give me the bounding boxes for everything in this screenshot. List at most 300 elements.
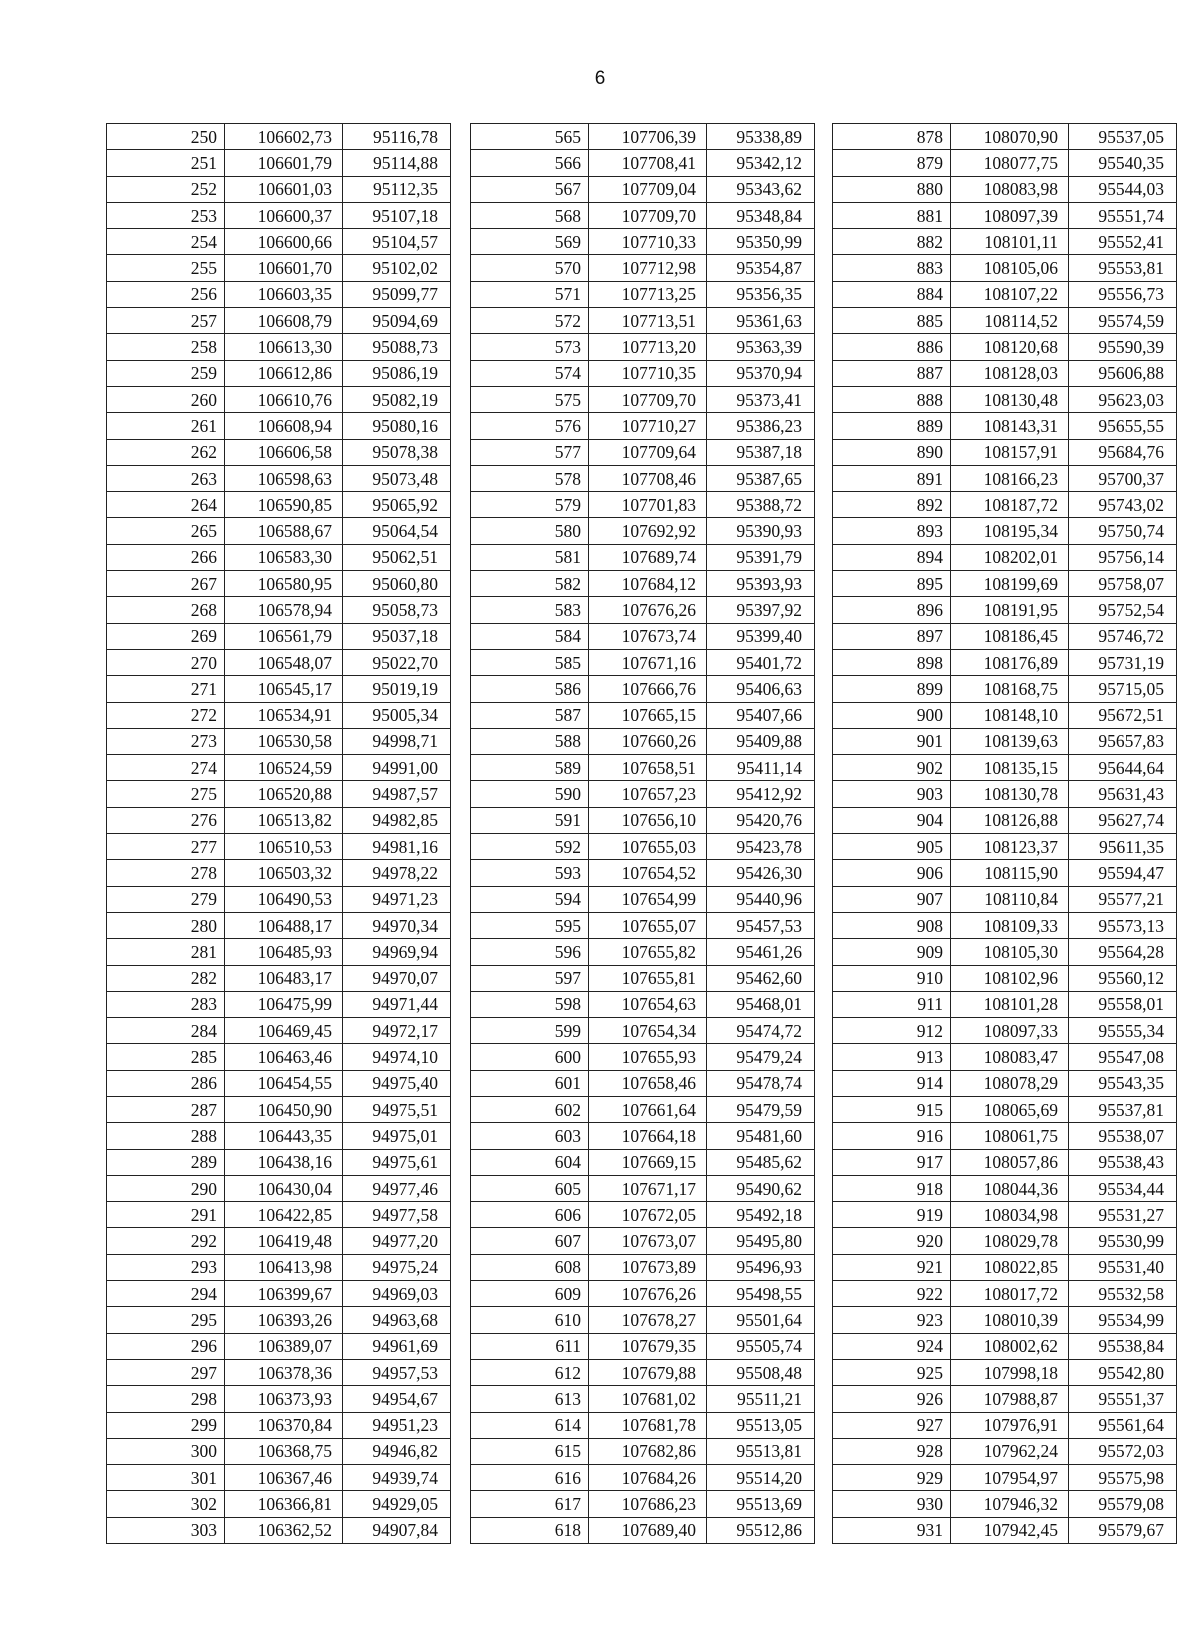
point-number-cell: 924 — [833, 1333, 951, 1359]
y-coordinate-cell: 95387,18 — [707, 439, 815, 465]
y-coordinate-cell: 95513,81 — [707, 1438, 815, 1464]
y-coordinate-cell: 95552,41 — [1069, 229, 1177, 255]
x-coordinate-cell: 107954,97 — [951, 1465, 1069, 1491]
y-coordinate-cell: 95501,64 — [707, 1307, 815, 1333]
point-number-cell: 252 — [107, 176, 225, 202]
table-row — [833, 1202, 1177, 1228]
x-coordinate-cell: 108115,90 — [951, 860, 1069, 886]
point-number-cell: 281 — [107, 939, 225, 965]
table-row — [107, 360, 451, 386]
table-row — [471, 1175, 815, 1201]
x-coordinate-cell: 106373,93 — [225, 1386, 343, 1412]
y-coordinate-cell: 95073,48 — [343, 465, 451, 491]
y-coordinate-cell: 95481,60 — [707, 1123, 815, 1149]
x-coordinate-cell: 106606,58 — [225, 439, 343, 465]
point-number-cell: 261 — [107, 413, 225, 439]
point-number-cell: 587 — [471, 702, 589, 728]
y-coordinate-cell: 94977,58 — [343, 1202, 451, 1228]
table-row — [107, 1359, 451, 1385]
x-coordinate-cell: 108123,37 — [951, 834, 1069, 860]
x-coordinate-cell: 106438,16 — [225, 1149, 343, 1175]
table-row — [833, 308, 1177, 334]
x-coordinate-cell: 107976,91 — [951, 1412, 1069, 1438]
y-coordinate-cell: 95391,79 — [707, 544, 815, 570]
x-coordinate-cell: 108101,11 — [951, 229, 1069, 255]
y-coordinate-cell: 94991,00 — [343, 755, 451, 781]
x-coordinate-cell: 106368,75 — [225, 1438, 343, 1464]
x-coordinate-cell: 107681,02 — [589, 1386, 707, 1412]
table-row — [107, 255, 451, 281]
x-coordinate-cell: 106602,73 — [225, 124, 343, 150]
table-row — [833, 439, 1177, 465]
point-number-cell: 293 — [107, 1254, 225, 1280]
point-number-cell: 922 — [833, 1281, 951, 1307]
x-coordinate-cell: 107654,63 — [589, 991, 707, 1017]
x-coordinate-cell: 106534,91 — [225, 702, 343, 728]
y-coordinate-cell: 95373,41 — [707, 386, 815, 412]
x-coordinate-cell: 107669,15 — [589, 1149, 707, 1175]
point-number-cell: 883 — [833, 255, 951, 281]
point-number-cell: 913 — [833, 1044, 951, 1070]
x-coordinate-cell: 107679,35 — [589, 1333, 707, 1359]
point-number-cell: 259 — [107, 360, 225, 386]
point-number-cell: 578 — [471, 465, 589, 491]
x-coordinate-cell: 106419,48 — [225, 1228, 343, 1254]
table-row — [471, 728, 815, 754]
y-coordinate-cell: 94971,44 — [343, 991, 451, 1017]
x-coordinate-cell: 108044,36 — [951, 1175, 1069, 1201]
x-coordinate-cell: 106608,79 — [225, 308, 343, 334]
table-row — [471, 571, 815, 597]
y-coordinate-cell: 95479,24 — [707, 1044, 815, 1070]
table-row — [471, 1018, 815, 1044]
point-number-cell: 889 — [833, 413, 951, 439]
table-row — [107, 544, 451, 570]
x-coordinate-cell: 108097,39 — [951, 202, 1069, 228]
table-row — [107, 124, 451, 150]
table-row — [107, 597, 451, 623]
y-coordinate-cell: 95356,35 — [707, 281, 815, 307]
table-row — [107, 1412, 451, 1438]
x-coordinate-cell: 106485,93 — [225, 939, 343, 965]
y-coordinate-cell: 95058,73 — [343, 597, 451, 623]
y-coordinate-cell: 95611,35 — [1069, 834, 1177, 860]
y-coordinate-cell: 94975,51 — [343, 1096, 451, 1122]
y-coordinate-cell: 95530,99 — [1069, 1228, 1177, 1254]
table-row — [471, 965, 815, 991]
x-coordinate-cell: 107689,74 — [589, 544, 707, 570]
x-coordinate-cell: 107654,52 — [589, 860, 707, 886]
y-coordinate-cell: 95112,35 — [343, 176, 451, 202]
x-coordinate-cell: 108029,78 — [951, 1228, 1069, 1254]
point-number-cell: 590 — [471, 781, 589, 807]
table-row — [471, 255, 815, 281]
x-coordinate-cell: 107709,70 — [589, 386, 707, 412]
point-number-cell: 254 — [107, 229, 225, 255]
point-number-cell: 904 — [833, 807, 951, 833]
table-row — [833, 1228, 1177, 1254]
y-coordinate-cell: 95387,65 — [707, 465, 815, 491]
point-number-cell: 895 — [833, 571, 951, 597]
x-coordinate-cell: 108101,28 — [951, 991, 1069, 1017]
y-coordinate-cell: 94929,05 — [343, 1491, 451, 1517]
x-coordinate-cell: 106588,67 — [225, 518, 343, 544]
y-coordinate-cell: 95492,18 — [707, 1202, 815, 1228]
point-number-cell: 614 — [471, 1412, 589, 1438]
y-coordinate-cell: 95099,77 — [343, 281, 451, 307]
x-coordinate-cell: 108061,75 — [951, 1123, 1069, 1149]
x-coordinate-cell: 107681,78 — [589, 1412, 707, 1438]
y-coordinate-cell: 95531,40 — [1069, 1254, 1177, 1280]
y-coordinate-cell: 95623,03 — [1069, 386, 1177, 412]
point-number-cell: 616 — [471, 1465, 589, 1491]
x-coordinate-cell: 108199,69 — [951, 571, 1069, 597]
table-row — [471, 702, 815, 728]
x-coordinate-cell: 106450,90 — [225, 1096, 343, 1122]
point-number-cell: 285 — [107, 1044, 225, 1070]
point-number-cell: 280 — [107, 912, 225, 938]
table-row — [833, 492, 1177, 518]
y-coordinate-cell: 95700,37 — [1069, 465, 1177, 491]
x-coordinate-cell: 106524,59 — [225, 755, 343, 781]
y-coordinate-cell: 95478,74 — [707, 1070, 815, 1096]
table-row — [471, 886, 815, 912]
y-coordinate-cell: 95361,63 — [707, 308, 815, 334]
y-coordinate-cell: 95005,34 — [343, 702, 451, 728]
table-row — [833, 360, 1177, 386]
y-coordinate-cell: 95538,07 — [1069, 1123, 1177, 1149]
point-number-cell: 610 — [471, 1307, 589, 1333]
x-coordinate-cell: 106580,95 — [225, 571, 343, 597]
point-number-cell: 605 — [471, 1175, 589, 1201]
table-row — [833, 413, 1177, 439]
table-row — [471, 1123, 815, 1149]
table-row — [471, 334, 815, 360]
table-row — [471, 281, 815, 307]
table-row — [471, 991, 815, 1017]
x-coordinate-cell: 107673,89 — [589, 1254, 707, 1280]
point-number-cell: 574 — [471, 360, 589, 386]
x-coordinate-cell: 107655,82 — [589, 939, 707, 965]
x-coordinate-cell: 107709,64 — [589, 439, 707, 465]
table-row — [471, 176, 815, 202]
point-number-cell: 271 — [107, 676, 225, 702]
y-coordinate-cell: 95551,74 — [1069, 202, 1177, 228]
y-coordinate-cell: 94981,16 — [343, 834, 451, 860]
point-number-cell: 588 — [471, 728, 589, 754]
point-number-cell: 888 — [833, 386, 951, 412]
table-row — [471, 465, 815, 491]
point-number-cell: 901 — [833, 728, 951, 754]
table-row — [833, 150, 1177, 176]
y-coordinate-cell: 95114,88 — [343, 150, 451, 176]
y-coordinate-cell: 95490,62 — [707, 1175, 815, 1201]
point-number-cell: 903 — [833, 781, 951, 807]
x-coordinate-cell: 107684,26 — [589, 1465, 707, 1491]
y-coordinate-cell: 95104,57 — [343, 229, 451, 255]
y-coordinate-cell: 94963,68 — [343, 1307, 451, 1333]
table-row — [833, 1123, 1177, 1149]
x-coordinate-cell: 107962,24 — [951, 1438, 1069, 1464]
y-coordinate-cell: 95655,55 — [1069, 413, 1177, 439]
table-row — [107, 1228, 451, 1254]
y-coordinate-cell: 95060,80 — [343, 571, 451, 597]
point-number-cell: 572 — [471, 308, 589, 334]
point-number-cell: 290 — [107, 1175, 225, 1201]
table-row — [107, 492, 451, 518]
y-coordinate-cell: 95411,14 — [707, 755, 815, 781]
table-row — [471, 544, 815, 570]
y-coordinate-cell: 95756,14 — [1069, 544, 1177, 570]
x-coordinate-cell: 106613,30 — [225, 334, 343, 360]
x-coordinate-cell: 106530,58 — [225, 728, 343, 754]
y-coordinate-cell: 95715,05 — [1069, 676, 1177, 702]
point-number-cell: 906 — [833, 860, 951, 886]
table-row — [471, 1359, 815, 1385]
point-number-cell: 886 — [833, 334, 951, 360]
x-coordinate-cell: 107658,51 — [589, 755, 707, 781]
table-row — [833, 1386, 1177, 1412]
y-coordinate-cell: 95579,08 — [1069, 1491, 1177, 1517]
table-row — [107, 807, 451, 833]
y-coordinate-cell: 95393,93 — [707, 571, 815, 597]
point-number-cell: 255 — [107, 255, 225, 281]
table-row — [107, 150, 451, 176]
y-coordinate-cell: 95062,51 — [343, 544, 451, 570]
y-coordinate-cell: 95343,62 — [707, 176, 815, 202]
x-coordinate-cell: 108078,29 — [951, 1070, 1069, 1096]
y-coordinate-cell: 95457,53 — [707, 912, 815, 938]
x-coordinate-cell: 108109,33 — [951, 912, 1069, 938]
x-coordinate-cell: 108143,31 — [951, 413, 1069, 439]
point-number-cell: 273 — [107, 728, 225, 754]
point-number-cell: 267 — [107, 571, 225, 597]
y-coordinate-cell: 95743,02 — [1069, 492, 1177, 518]
x-coordinate-cell: 108070,90 — [951, 124, 1069, 150]
y-coordinate-cell: 95572,03 — [1069, 1438, 1177, 1464]
x-coordinate-cell: 106548,07 — [225, 649, 343, 675]
y-coordinate-cell: 95508,48 — [707, 1359, 815, 1385]
x-coordinate-cell: 106389,07 — [225, 1333, 343, 1359]
point-number-cell: 920 — [833, 1228, 951, 1254]
point-number-cell: 607 — [471, 1228, 589, 1254]
y-coordinate-cell: 95037,18 — [343, 623, 451, 649]
point-number-cell: 283 — [107, 991, 225, 1017]
table-row — [471, 807, 815, 833]
table-row — [833, 544, 1177, 570]
point-number-cell: 604 — [471, 1149, 589, 1175]
x-coordinate-cell: 108126,88 — [951, 807, 1069, 833]
y-coordinate-cell: 95440,96 — [707, 886, 815, 912]
x-coordinate-cell: 108083,98 — [951, 176, 1069, 202]
table-row — [471, 150, 815, 176]
point-number-cell: 289 — [107, 1149, 225, 1175]
y-coordinate-cell: 95534,44 — [1069, 1175, 1177, 1201]
y-coordinate-cell: 95461,26 — [707, 939, 815, 965]
table-row — [107, 860, 451, 886]
point-number-cell: 296 — [107, 1333, 225, 1359]
table-row — [833, 886, 1177, 912]
point-number-cell: 279 — [107, 886, 225, 912]
table-row — [471, 1517, 815, 1543]
table-row — [833, 281, 1177, 307]
x-coordinate-cell: 108148,10 — [951, 702, 1069, 728]
x-coordinate-cell: 106578,94 — [225, 597, 343, 623]
point-number-cell: 878 — [833, 124, 951, 150]
table-row — [833, 1096, 1177, 1122]
x-coordinate-cell: 108107,22 — [951, 281, 1069, 307]
table-row — [107, 1281, 451, 1307]
point-number-cell: 898 — [833, 649, 951, 675]
point-number-cell: 593 — [471, 860, 589, 886]
point-number-cell: 926 — [833, 1386, 951, 1412]
point-number-cell: 269 — [107, 623, 225, 649]
table-row — [107, 1175, 451, 1201]
table-row — [471, 492, 815, 518]
y-coordinate-cell: 95543,35 — [1069, 1070, 1177, 1096]
x-coordinate-cell: 107942,45 — [951, 1517, 1069, 1543]
x-coordinate-cell: 106608,94 — [225, 413, 343, 439]
x-coordinate-cell: 107666,76 — [589, 676, 707, 702]
table-row — [833, 571, 1177, 597]
table-row — [833, 965, 1177, 991]
table-row — [471, 518, 815, 544]
x-coordinate-cell: 106393,26 — [225, 1307, 343, 1333]
table-row — [107, 886, 451, 912]
x-coordinate-cell: 108034,98 — [951, 1202, 1069, 1228]
point-number-cell: 565 — [471, 124, 589, 150]
point-number-cell: 891 — [833, 465, 951, 491]
x-coordinate-cell: 106610,76 — [225, 386, 343, 412]
point-number-cell: 282 — [107, 965, 225, 991]
x-coordinate-cell: 107709,70 — [589, 202, 707, 228]
x-coordinate-cell: 107946,32 — [951, 1491, 1069, 1517]
point-number-cell: 609 — [471, 1281, 589, 1307]
y-coordinate-cell: 95082,19 — [343, 386, 451, 412]
x-coordinate-cell: 106413,98 — [225, 1254, 343, 1280]
point-number-cell: 896 — [833, 597, 951, 623]
x-coordinate-cell: 107998,18 — [951, 1359, 1069, 1385]
table-row — [471, 834, 815, 860]
point-number-cell: 880 — [833, 176, 951, 202]
x-coordinate-cell: 106612,86 — [225, 360, 343, 386]
y-coordinate-cell: 95551,37 — [1069, 1386, 1177, 1412]
x-coordinate-cell: 108097,33 — [951, 1018, 1069, 1044]
x-coordinate-cell: 106370,84 — [225, 1412, 343, 1438]
x-coordinate-cell: 107710,35 — [589, 360, 707, 386]
table-row — [471, 1412, 815, 1438]
x-coordinate-cell: 108083,47 — [951, 1044, 1069, 1070]
y-coordinate-cell: 95537,05 — [1069, 124, 1177, 150]
y-coordinate-cell: 95065,92 — [343, 492, 451, 518]
y-coordinate-cell: 95560,12 — [1069, 965, 1177, 991]
table-row — [471, 676, 815, 702]
table-row — [107, 912, 451, 938]
table-row — [833, 1412, 1177, 1438]
y-coordinate-cell: 95412,92 — [707, 781, 815, 807]
y-coordinate-cell: 95574,59 — [1069, 308, 1177, 334]
table-row — [833, 1254, 1177, 1280]
y-coordinate-cell: 95102,02 — [343, 255, 451, 281]
y-coordinate-cell: 95575,98 — [1069, 1465, 1177, 1491]
table-row — [107, 939, 451, 965]
x-coordinate-cell: 106600,66 — [225, 229, 343, 255]
x-coordinate-cell: 107654,34 — [589, 1018, 707, 1044]
point-number-cell: 603 — [471, 1123, 589, 1149]
table-row — [107, 1018, 451, 1044]
point-number-cell: 265 — [107, 518, 225, 544]
x-coordinate-cell: 108191,95 — [951, 597, 1069, 623]
point-number-cell: 925 — [833, 1359, 951, 1385]
point-number-cell: 288 — [107, 1123, 225, 1149]
y-coordinate-cell: 95531,27 — [1069, 1202, 1177, 1228]
x-coordinate-cell: 108110,84 — [951, 886, 1069, 912]
x-coordinate-cell: 107708,46 — [589, 465, 707, 491]
x-coordinate-cell: 108022,85 — [951, 1254, 1069, 1280]
table-row — [471, 1465, 815, 1491]
point-number-cell: 579 — [471, 492, 589, 518]
y-coordinate-cell: 95532,58 — [1069, 1281, 1177, 1307]
table-row — [107, 518, 451, 544]
x-coordinate-cell: 106490,53 — [225, 886, 343, 912]
point-number-cell: 887 — [833, 360, 951, 386]
x-coordinate-cell: 107706,39 — [589, 124, 707, 150]
x-coordinate-cell: 106583,30 — [225, 544, 343, 570]
point-number-cell: 613 — [471, 1386, 589, 1412]
point-number-cell: 917 — [833, 1149, 951, 1175]
table-row — [471, 1070, 815, 1096]
x-coordinate-cell: 106488,17 — [225, 912, 343, 938]
point-number-cell: 577 — [471, 439, 589, 465]
x-coordinate-cell: 107661,64 — [589, 1096, 707, 1122]
table-row — [833, 1491, 1177, 1517]
y-coordinate-cell: 95019,19 — [343, 676, 451, 702]
y-coordinate-cell: 95544,03 — [1069, 176, 1177, 202]
point-number-cell: 611 — [471, 1333, 589, 1359]
x-coordinate-cell: 106561,79 — [225, 623, 343, 649]
point-number-cell: 569 — [471, 229, 589, 255]
y-coordinate-cell: 94946,82 — [343, 1438, 451, 1464]
table-row — [471, 939, 815, 965]
point-number-cell: 881 — [833, 202, 951, 228]
y-coordinate-cell: 95498,55 — [707, 1281, 815, 1307]
x-coordinate-cell: 106510,53 — [225, 834, 343, 860]
table-row — [471, 229, 815, 255]
y-coordinate-cell: 94907,84 — [343, 1517, 451, 1543]
x-coordinate-cell: 107660,26 — [589, 728, 707, 754]
point-number-cell: 589 — [471, 755, 589, 781]
y-coordinate-cell: 94970,34 — [343, 912, 451, 938]
table-row — [833, 623, 1177, 649]
x-coordinate-cell: 107655,03 — [589, 834, 707, 860]
point-number-cell: 277 — [107, 834, 225, 860]
y-coordinate-cell: 95388,72 — [707, 492, 815, 518]
table-row — [471, 202, 815, 228]
x-coordinate-cell: 108105,30 — [951, 939, 1069, 965]
point-number-cell: 923 — [833, 1307, 951, 1333]
table-row — [107, 623, 451, 649]
y-coordinate-cell: 94977,46 — [343, 1175, 451, 1201]
table-row — [833, 597, 1177, 623]
x-coordinate-cell: 107682,86 — [589, 1438, 707, 1464]
y-coordinate-cell: 94987,57 — [343, 781, 451, 807]
table-row — [833, 939, 1177, 965]
y-coordinate-cell: 95485,62 — [707, 1149, 815, 1175]
table-row — [107, 834, 451, 860]
table-row — [833, 834, 1177, 860]
point-number-cell: 606 — [471, 1202, 589, 1228]
point-number-cell: 297 — [107, 1359, 225, 1385]
